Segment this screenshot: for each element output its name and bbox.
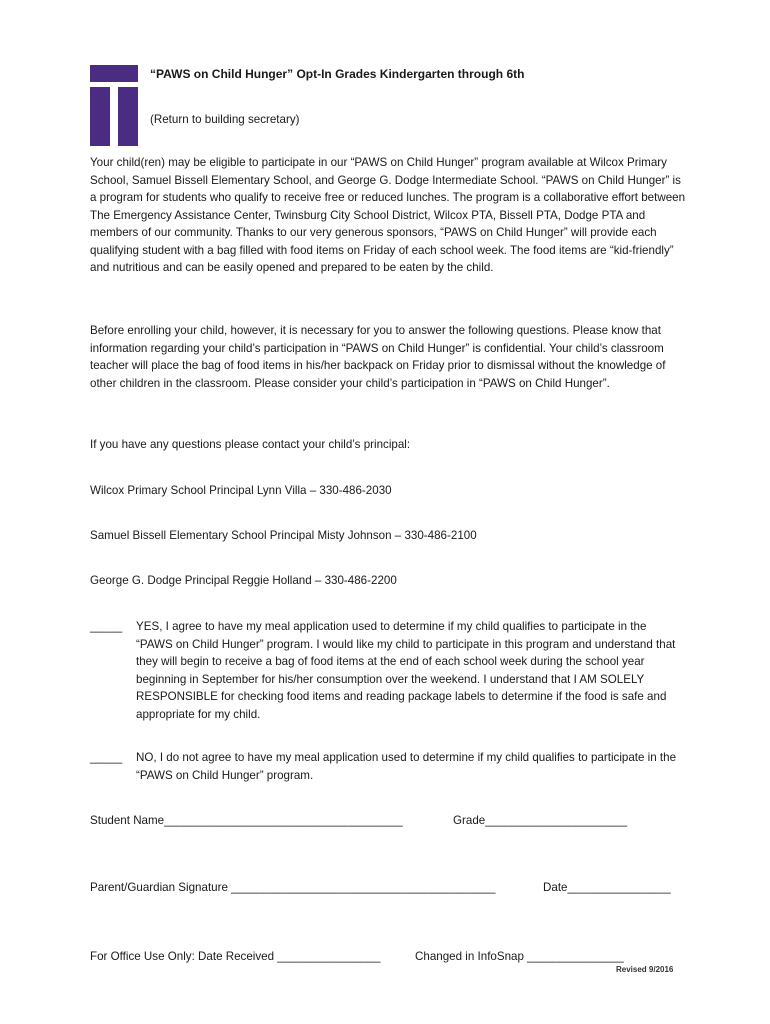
form-subtitle: (Return to building secretary) — [150, 113, 300, 126]
contact-wilcox: Wilcox Primary School Principal Lynn Villa – 330-486-2030 — [90, 484, 392, 497]
contact-bissell: Samuel Bissell Elementary School Principal Misty Johnson – 330-486-2100 — [90, 529, 477, 542]
no-option-text: NO, I do not agree to have my meal application used to determine if my child qualifies to participate in the “PAWS on Child Hunger” program. — [136, 751, 677, 782]
school-logo — [90, 65, 138, 146]
logo-stem — [90, 87, 138, 146]
yes-option-text: YES, I agree to have my meal application used to determine if my child qualifies to participate in the “PAWS on Child Hunger” program. I would like my child to participate in this program and understand that they will begin to receive a bag of food items at the end of each school week during the school year beginning in September for his/her consumption over the weekend. I understand that I AM SOLELY RESPONSIBLE for checking food items and reading package labels to determine if the food is safe and appropriate for my child. — [136, 620, 676, 721]
yes-checkbox-blank[interactable]: _____ — [90, 620, 123, 633]
parent-signature-field[interactable]: Parent/Guardian Signature _________________________________________ — [90, 881, 496, 894]
student-name-field[interactable]: Student Name_____________________________________ — [90, 814, 403, 827]
grade-field[interactable]: Grade______________________ — [453, 814, 628, 827]
office-date-received-field[interactable]: For Office Use Only: Date Received ________________ — [90, 950, 381, 963]
no-checkbox-blank[interactable]: _____ — [90, 751, 123, 764]
contact-dodge: George G. Dodge Principal Reggie Holland – 330-486-2200 — [90, 574, 397, 587]
intro-paragraph: Your child(ren) may be eligible to participate in our “PAWS on Child Hunger” program available at Wilcox Primary School, Samuel Bissell Elementary School, and George G. Dodge Intermediate School. “PAWS on Child Hunger” is a program for students who qualify to receive free or reduced lunches. The program is a collaborative effort between The Emergency Assistance Center, Twinsburg City School District, Wilcox PTA, Bissell PTA, Dodge PTA and members of our community. Thanks to our very generous sponsors, “PAWS on Child Hunger” will provide each qualifying student with a bag filled with food items on Friday of each school week. The food items are “kid-friendly” and nutritious and can be easily opened and prepared to be eaten by the child. — [90, 156, 686, 274]
logo-bar — [90, 65, 138, 82]
form-title: “PAWS on Child Hunger” Opt-In Grades Kindergarten through 6th — [150, 67, 525, 81]
confidentiality-paragraph: Before enrolling your child, however, it is necessary for you to answer the following questions. Please know that information regarding your child’s participation in “PAWS on Child Hunger” is confidential. Your child’s classroom teacher will place the bag of food items in his/her backpack on Friday prior to dismissal without the knowledge of other children in the classroom. Please consider your child’s participation in “PAWS on Child Hunger”. — [90, 324, 666, 390]
revision-note: Revised 9/2016 — [616, 965, 674, 974]
infosnap-field[interactable]: Changed in InfoSnap _______________ — [415, 950, 624, 963]
contact-intro: If you have any questions please contact your child’s principal: — [90, 438, 411, 451]
signature-date-field[interactable]: Date________________ — [543, 881, 671, 894]
